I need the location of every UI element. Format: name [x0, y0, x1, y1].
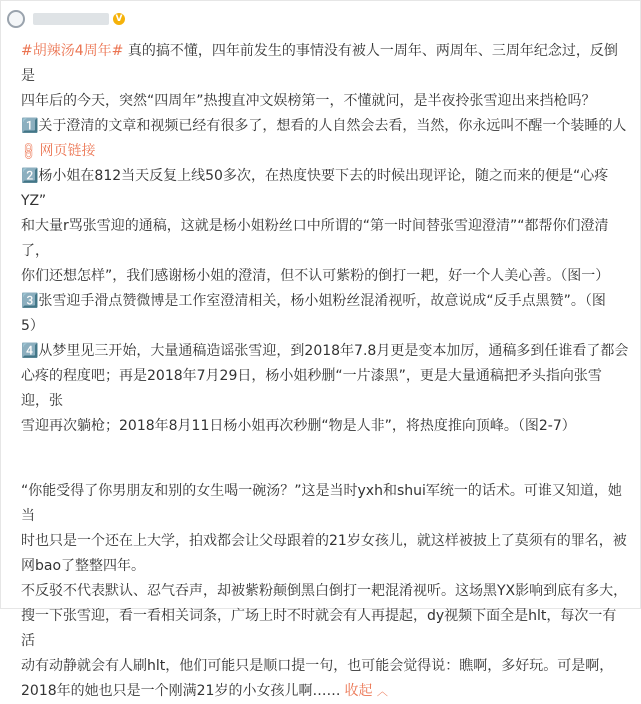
- link-icon: 🔗︎: [18, 140, 41, 163]
- text-line: 3️⃣张雪迎手滑点赞微博是工作室澄清相关，杨小姐粉丝混淆视听，故意说成“反手点黑赞”。（图: [21, 293, 606, 309]
- text-line: 四年后的今天，突然“四周年”热搜直冲文娱榜第一，不懂就问，是半夜拎张雪迎出来挡枪吗？: [21, 93, 596, 109]
- paragraph-2: [21, 164, 629, 289]
- web-link[interactable]: [18, 139, 96, 164]
- post-body: [18, 39, 629, 704]
- paragraph-4: [21, 339, 629, 439]
- paragraph-6: [21, 579, 629, 704]
- avatar[interactable]: [7, 10, 25, 28]
- collapse-button[interactable]: [344, 683, 387, 699]
- text-line: 真的搞不懂，四年前发生的事情没有被人一周年、两周年、三周年纪念过，反倒是: [21, 43, 618, 84]
- text-line: 4️⃣从梦里见三开始，大量通稿造谣张雪迎，到2018年7.8月更是变本加厉，通稿多到任谁看了都会: [21, 343, 629, 359]
- username[interactable]: [33, 13, 109, 25]
- text-line: 不反驳不代表默认、忍气吞声，却被紫粉颠倒黑白倒打一耙混淆视听。这场黑YX影响到底有多大，: [21, 583, 628, 599]
- paragraph-3: [21, 289, 629, 339]
- text-line: 雪迎再次躺枪；2018年8月11日杨小姐再次秒删“物是人非”，将热度推向顶峰。（图2-7）: [21, 418, 576, 434]
- text-line: 搜一下张雪迎，看一看相关词条，广场上时不时就会有人再提起，dy视频下面全是hlt，每次一有活: [21, 608, 617, 649]
- text-line: 2️⃣杨小姐在812当天反复上线50多次，在热度快要下去的时候出现评论，随之而来的便是“心疼YZ”: [21, 168, 609, 209]
- post-header: [7, 7, 125, 31]
- collapse-label: 收起: [344, 683, 373, 699]
- text-line: 你们还想怎样”，我们感谢杨小姐的澄清，但不认可紫粉的倒打一耙，好一个人美心善。（图一）: [21, 268, 610, 284]
- text-line: 网bao了整整四年。: [21, 558, 146, 574]
- web-link-label: 网页链接: [39, 143, 96, 159]
- text-line: 动有动静就会有人刷hlt，他们可能只是顺口提一句，也可能会觉得说：瞧啊，多好玩。可是啊，: [21, 658, 614, 674]
- chevron-up-icon: ︿: [376, 685, 388, 698]
- paragraph-intro: [21, 39, 629, 114]
- spacer: [21, 439, 629, 479]
- paragraph-1: [21, 114, 629, 139]
- text-line: “你能受得了你男朋友和别的女生喝一碗汤？”这是当时yxh和shui军统一的话术。可谁又知道，她当: [21, 483, 622, 524]
- text-line: 心疼的程度吧；再是2018年7月29日，杨小姐秒删“一片漆黑”，更是大量通稿把矛头指向张雪迎，张: [21, 368, 602, 409]
- verified-badge-icon: V: [113, 13, 125, 25]
- hashtag-link[interactable]: #胡辣汤4周年#: [21, 43, 124, 59]
- text-line: 时也只是一个还在上大学，拍戏都会让父母跟着的21岁女孩儿，就这样被披上了莫须有的罪名，被: [21, 533, 627, 549]
- web-link-row: [18, 139, 629, 164]
- paragraph-5: [21, 479, 629, 579]
- text-line: 1️⃣关于澄清的文章和视频已经有很多了，想看的人自然会去看，当然，你永远叫不醒一个装睡的人: [21, 118, 627, 134]
- text-line: 2018年的她也只是一个刚满21岁的小女孩儿啊……: [21, 683, 341, 699]
- text-line: 5）: [21, 318, 44, 334]
- text-line: 和大量r骂张雪迎的通稿，这就是杨小姐粉丝口中所谓的“第一时间替张雪迎澄清”“都帮你们澄清了，: [21, 218, 609, 259]
